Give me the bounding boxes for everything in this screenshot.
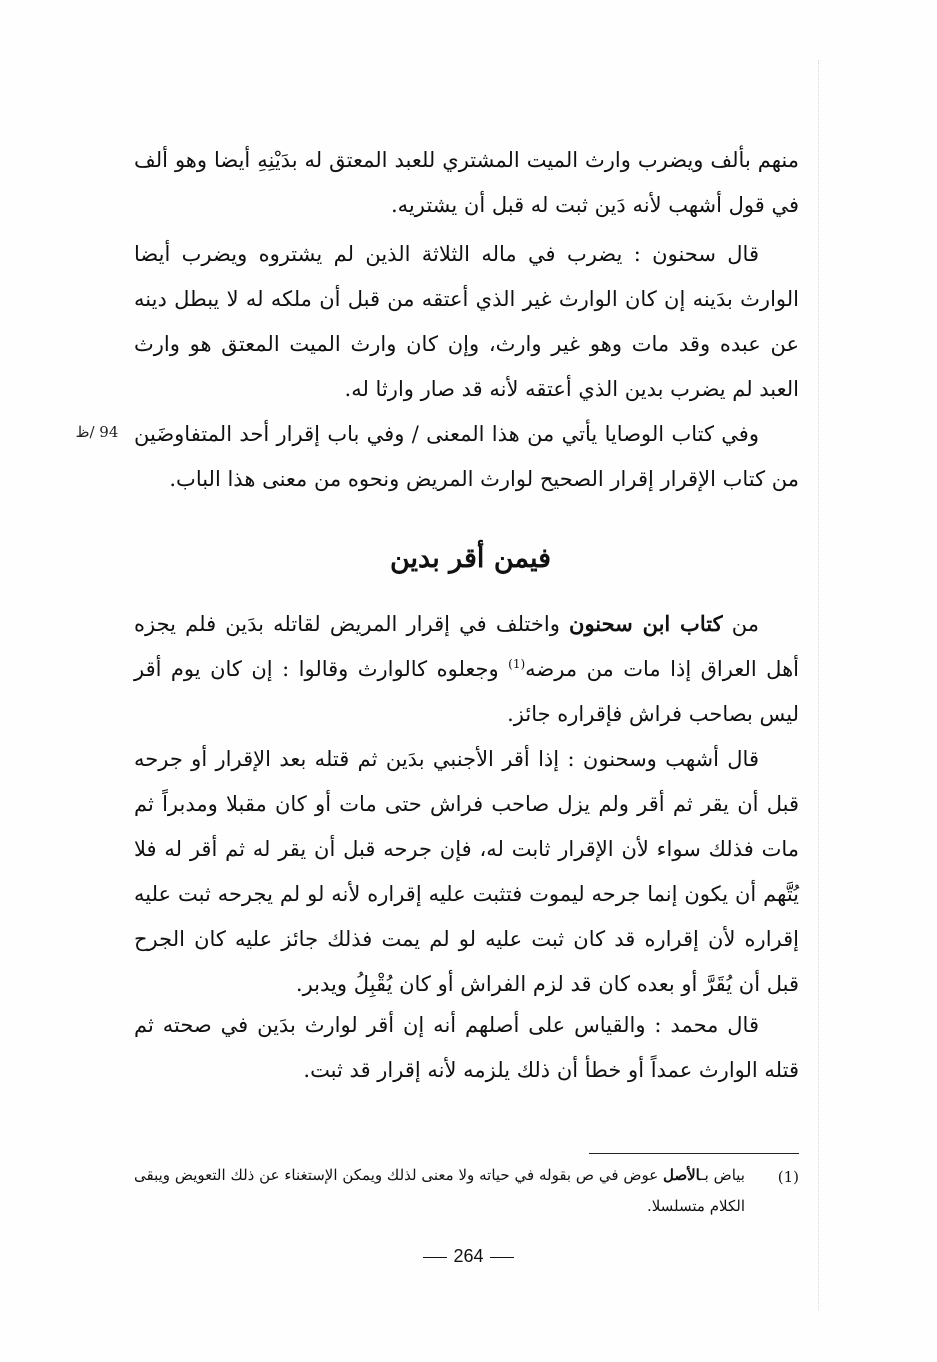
paragraph-ashhab bbox=[134, 737, 799, 1007]
paragraph-muhammad bbox=[134, 1003, 799, 1093]
paragraph-section-intro bbox=[134, 601, 799, 737]
paragraph-text: قال أشهب وسحنون : إذا أقر الأجنبي بدَين ثم قتله بعد الإقرار أو جرحه قبل أن يقر ثم أقر ولم يزل صاحب فراش حتى مات أو كان مقبلا ومدبراً ثم مات فذلك سواء لأن الإقرار ثابت له، فإن جرحه قبل أن يقر له ثم أقر له فلا يُتَّهم أن يكون إنما جرحه ليموت فتثبت عليه إقراره لأنه لو لم يجرحه ثبت عليه إقراره لأن إقراره قد كان ثبت عليه لو لم يمت فذلك جائز عليه كان الجرح قبل أن يُقَرَّ أو بعده كان قد لزم الفراش أو كان يُقْبِلُ ويدبر. bbox=[134, 747, 799, 996]
text-run: وجعلوه كالوارث وقالوا : إن كان يوم أقر ليس بصاحب فراش فإقراره جائز. bbox=[134, 657, 799, 726]
section-title: فيمن أقر بدين bbox=[389, 543, 552, 574]
footnote-number: (1) bbox=[777, 1168, 799, 1186]
paragraph-continuation bbox=[134, 138, 799, 228]
footnote-body bbox=[134, 1160, 745, 1222]
footnote-reference: (1) bbox=[508, 657, 526, 671]
dash-left bbox=[423, 1257, 447, 1258]
scan-edge-line bbox=[818, 60, 819, 1310]
paragraph-text: قال سحنون : يضرب في ماله الثلاثة الذين لم يشتروه ويضرب أيضا الوارث بدَينه إن كان الوارث غير الذي أعتقه من قبل أن ملكه له لا يبطل دينه عن عبده وقد مات وهو غير وارث، وإن كان وارث الميت المعتق هو وارث العبد لم يضرب بدين الذي أعتقه لأنه قد صار وارثا له. bbox=[134, 242, 799, 401]
text-run: واختلف في إقرار المريض لقاتله بدَين فلم يجزه أهل العراق إذا مات من مرضه bbox=[134, 612, 799, 681]
paragraph-text: منهم بألف ويضرب وارث الميت المشتري للعبد المعتق له بدَيْنِهِ أيضا وهو ألف في قول أشهب لأنه دَين ثبت له قبل أن يشتريه. bbox=[134, 148, 799, 217]
paragraph-sahnun bbox=[134, 232, 799, 412]
paragraph-text: وفي كتاب الوصايا يأتي من هذا المعنى / وفي باب إقرار أحد المتفاوضَين من كتاب الإقرار إقرار الصحيح لوارث المريض ونحوه من معنى هذا الباب. bbox=[134, 422, 799, 491]
footnote-source: الأصل bbox=[662, 1166, 701, 1184]
dash-right bbox=[490, 1257, 514, 1258]
source-title: كتاب ابن سحنون bbox=[569, 611, 723, 636]
paragraph-text bbox=[134, 601, 799, 737]
text-run: من bbox=[722, 612, 759, 636]
footnote bbox=[134, 1160, 799, 1222]
text-run: بياض بـ bbox=[700, 1166, 745, 1184]
paragraph-text: قال محمد : والقياس على أصلهم أنه إن أقر لوارث بدَين في صحته ثم قتله الوارث عمداً أو خطأ أن ذلك يلزمه لأنه إقرار قد ثبت. bbox=[134, 1013, 799, 1082]
text-run: عوض في ص بقوله في حياته ولا معنى لذلك ويمكن الإستغناء عن ذلك التعويض ويبقى الكلام متسلسلا. bbox=[134, 1166, 745, 1215]
margin-folio-note: 94 /ظ bbox=[75, 423, 119, 441]
footnote-divider bbox=[589, 1153, 799, 1154]
page-number bbox=[0, 1246, 937, 1267]
paragraph-cross-reference bbox=[134, 412, 799, 502]
page-number-text: 264 bbox=[453, 1246, 484, 1266]
